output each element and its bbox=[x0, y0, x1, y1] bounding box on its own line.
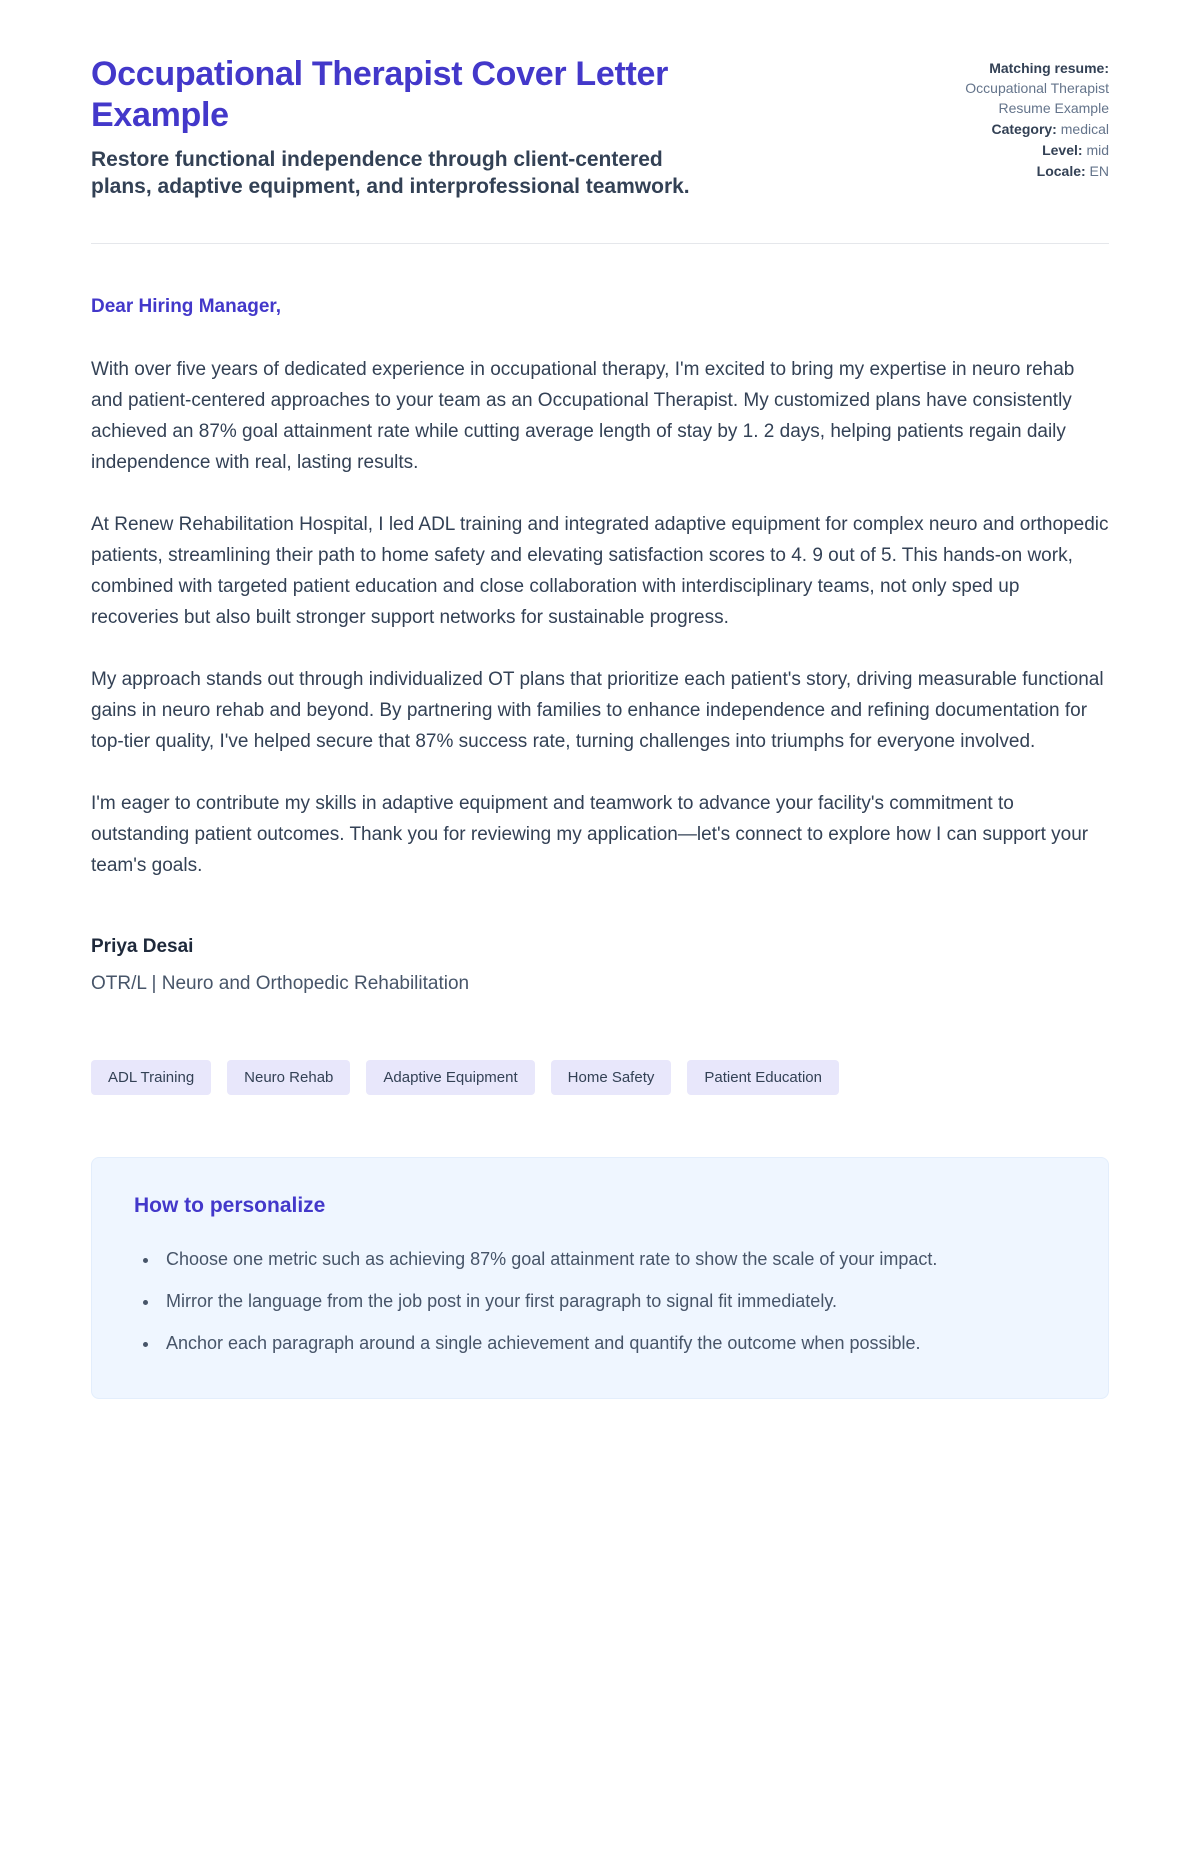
meta-category bbox=[931, 119, 1109, 139]
letter-paragraph: I'm eager to contribute my skills in adaptive equipment and teamwork to advance your facility's commitment to outstanding patient outcomes. Thank you for reviewing my application—let's connect to explore how I can support your team's goals. bbox=[91, 792, 1089, 876]
meta-level-label: Level: bbox=[1042, 142, 1083, 158]
tag-adaptive-equipment: Adaptive Equipment bbox=[366, 1060, 534, 1095]
cover-letter-body bbox=[91, 296, 1109, 995]
meta-category-value: medical bbox=[1060, 121, 1109, 137]
meta-matching-resume-label: Matching resume: bbox=[989, 60, 1109, 76]
meta-level-value: mid bbox=[1086, 142, 1109, 158]
page-container bbox=[91, 0, 1109, 1399]
personalize-item: • Anchor each paragraph around a single achievement and quantify the outcome when possible. bbox=[160, 1328, 1066, 1358]
page-subtitle: Restore functional independence through client-centered plans, adaptive equipment, and interprofessional teamwork. bbox=[91, 147, 690, 198]
personalize-item: • Choose one metric such as achieving 87% goal attainment rate to show the scale of your impact. bbox=[160, 1244, 1066, 1274]
signature-title: OTR/L | Neuro and Orthopedic Rehabilitation bbox=[91, 972, 470, 994]
tag-patient-education: Patient Education bbox=[687, 1060, 839, 1095]
letter-paragraph: With over five years of dedicated experience in occupational therapy, I'm excited to bring my expertise in neuro rehab and patient-centered approaches to your team as an Occupational Therapist. My customized plans have consistently achieved an 87% goal attainment rate while cutting average length of stay by 1. 2 days, helping patients regain daily independence with real, lasting results. bbox=[91, 358, 1075, 473]
tag-home-safety: Home Safety bbox=[551, 1060, 672, 1095]
meta-locale-value: EN bbox=[1089, 163, 1109, 179]
meta-locale-label: Locale: bbox=[1036, 163, 1086, 179]
meta-level bbox=[931, 140, 1109, 160]
tag-list bbox=[91, 1060, 1109, 1095]
signature-name: Priya Desai bbox=[91, 935, 194, 957]
personalize-heading: How to personalize bbox=[134, 1193, 326, 1217]
personalize-list bbox=[134, 1244, 1066, 1358]
meta-locale bbox=[931, 161, 1109, 181]
tag-neuro-rehab: Neuro Rehab bbox=[227, 1060, 350, 1095]
meta-category-label: Category: bbox=[991, 121, 1057, 137]
letter-paragraph: My approach stands out through individualized OT plans that prioritize each patient's story, driving measurable functional gains in neuro rehab and beyond. By partnering with families to enhance independence and refining documentation for top-tier quality, I've helped secure that 87% success rate, turning challenges into triumphs for everyone involved. bbox=[91, 668, 1104, 752]
page-title: Occupational Therapist Cover Letter Example bbox=[91, 55, 669, 135]
signature-block bbox=[91, 936, 1109, 995]
personalize-callout bbox=[91, 1157, 1109, 1399]
meta-matching-resume-value: Occupational Therapist Resume Example bbox=[965, 80, 1109, 116]
meta-panel bbox=[931, 54, 1109, 182]
page-header bbox=[91, 54, 1109, 201]
header-title-block bbox=[91, 54, 736, 201]
meta-matching-resume bbox=[931, 58, 1109, 118]
letter-greeting: Dear Hiring Manager, bbox=[91, 295, 282, 317]
letter-paragraph: At Renew Rehabilitation Hospital, I led ADL training and integrated adaptive equipment for complex neuro and orthopedic patients, streamlining their path to home safety and elevating satisfaction scores to 4. 9 out of 5. This hands-on work, combined with targeted patient education and close collaboration with interdisciplinary teams, not only sped up recoveries but also built stronger support networks for sustainable progress. bbox=[91, 513, 1109, 628]
personalize-item: • Mirror the language from the job post in your first paragraph to signal fit immediately. bbox=[160, 1286, 1066, 1316]
tag-adl-training: ADL Training bbox=[91, 1060, 211, 1095]
header-divider bbox=[91, 243, 1109, 244]
